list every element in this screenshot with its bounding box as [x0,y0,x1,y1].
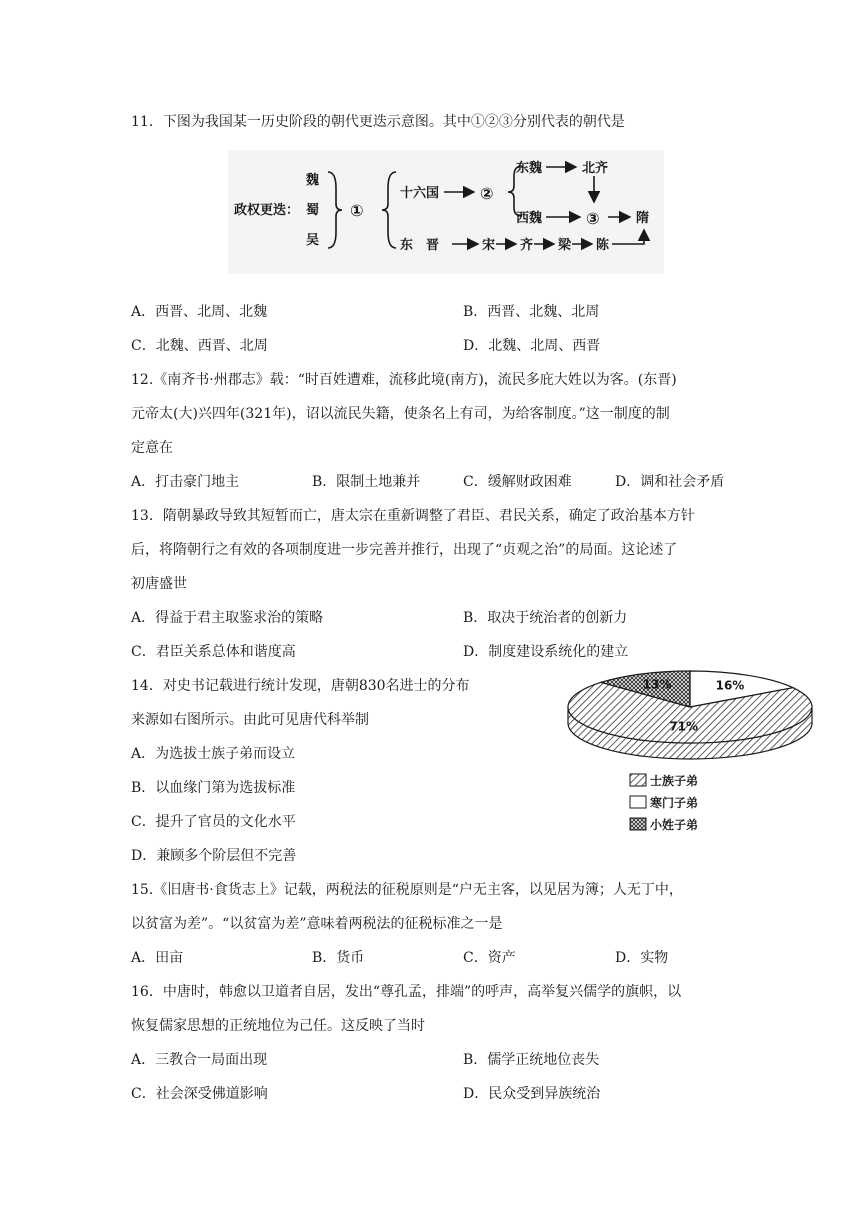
q14-option-b: B．以血缘门第为选拔标准 [131,780,296,796]
q16-line-1: 16．中唐时，韩愈以卫道者自居，发出“尊孔孟，排端”的呼声，高举复兴儒学的旗帜，以 [131,984,682,1000]
q16-line-2: 恢复儒家思想的正统地位为己任。这反映了当时 [131,1018,425,1034]
q13-line-1: 13．隋朝暴政导致其短暂而亡，唐太宗在重新调整了君臣、君民关系，确定了政治基本方针 [131,508,695,524]
q12-line-3: 定意在 [131,440,173,456]
legend-label-shizu: 士族子弟 [650,774,699,788]
legend-swatch-hanmen [630,796,646,808]
q13-option-a: A．得益于君主取鉴求治的策略 [131,610,324,626]
q12-option-c: C．缓解财政困难 [463,474,572,490]
pie-legend-group [630,773,698,832]
q15-line-2: 以贫富为差”。“以贫富为差”意味着两税法的征税标准之一是 [131,916,503,932]
q13-line-3: 初唐盛世 [131,576,187,592]
diagram-shu: 蜀 [306,203,320,218]
dynasty-diagram-graphic [228,150,664,274]
q15-option-b: B．货币 [312,950,365,966]
diagram-c3: ③ [586,209,600,228]
q15-option-c: C．资产 [463,950,516,966]
q11-option-b: B．西晋、北魏、北周 [463,304,600,320]
diagram-c1: ① [350,201,364,220]
q16-option-a: A．三教合一局面出现 [131,1052,268,1068]
q13-option-b: B．取决于统治者的创新力 [463,610,628,626]
diagram-song: 宋 [482,238,496,253]
q11-option-c: C．北魏、西晋、北周 [131,338,268,354]
q15-option-d: D．实物 [615,950,669,966]
pie-label-hanmen: 16% [715,678,745,693]
q14-line-2: 来源如右图所示。由此可见唐代科举制 [131,712,369,728]
q12-line-2: 元帝太(大)兴四年(321年)，诏以流民失籍，使条名上有司，为给客制度。”这一制度的制 [131,406,670,422]
diagram-wu: 吴 [306,233,320,248]
q13-line-2: 后，将隋朝行之有效的各项制度进一步完善并推行，出现了“贞观之治”的局面。这论述了 [131,542,678,558]
q15-option-a: A．田亩 [131,950,184,966]
q14-line-1: 14．对史书记载进行统计发现，唐朝830名进士的分布 [131,678,470,694]
q11-stem: 11．下图为我国某一历史阶段的朝代更迭示意图。其中①②③分别代表的朝代是 [131,114,625,130]
diagram-beiqi: 北齐 [582,161,609,176]
q11-option-a: A．西晋、北周、北魏 [131,304,268,320]
q16-option-c: C．社会深受佛道影响 [131,1086,268,1102]
q12-option-b: B．限制土地兼并 [312,474,421,490]
q14-option-a: A．为选拔士族子弟而设立 [131,746,296,762]
q13-option-c: C．君臣关系总体和谐度高 [131,644,296,660]
q16-option-b: B．儒学正统地位丧失 [463,1052,600,1068]
q14-option-d: D．兼顾多个阶层但不完善 [131,848,297,864]
diagram-chen: 陈 [596,238,610,253]
legend-swatch-shizu [630,774,646,786]
q14-option-c: C．提升了官员的文化水平 [131,814,296,830]
pie-label-xiaoxing: 13% [642,677,672,692]
jinshi-origin-pie-chart [560,662,820,838]
dynasty-diagram [228,150,664,274]
diagram-dongjin: 东 晋 [400,238,440,253]
pie-chart-svg [560,662,820,838]
pie-label-shizu: 71% [669,719,699,734]
diagram-xiwei: 西魏 [516,211,543,226]
q12-line-1: 12.《南齐书·州郡志》载：“时百姓遭难，流移此境(南方)，流民多庇大姓以为客。(东晋) [131,372,677,388]
diagram-dongwei: 东魏 [516,161,543,176]
legend-label-xiaoxing: 小姓子弟 [650,818,699,832]
q11-option-d: D．北魏、北周、西晋 [463,338,601,354]
q13-option-d: D．制度建设系统化的建立 [463,644,629,660]
diagram-sui: 隋 [636,211,650,226]
diagram-shiliuguo: 十六国 [400,186,440,201]
diagram-qi: 齐 [520,238,534,253]
legend-swatch-xiaoxing [630,818,646,830]
diagram-label: 政权更迭： [234,203,300,218]
legend-label-hanmen: 寒门子弟 [650,796,699,810]
q12-option-d: D．调和社会矛盾 [615,474,725,490]
q16-option-d: D．民众受到异族统治 [463,1086,601,1102]
diagram-liang: 梁 [558,238,572,253]
diagram-c2: ② [480,184,494,203]
diagram-wei: 魏 [306,173,320,188]
q15-line-1: 15.《旧唐书·食货志上》记载，两税法的征税原则是“户无主客，以见居为簿；人无丁中， [131,882,683,898]
q12-option-a: A．打击豪门地主 [131,474,240,490]
